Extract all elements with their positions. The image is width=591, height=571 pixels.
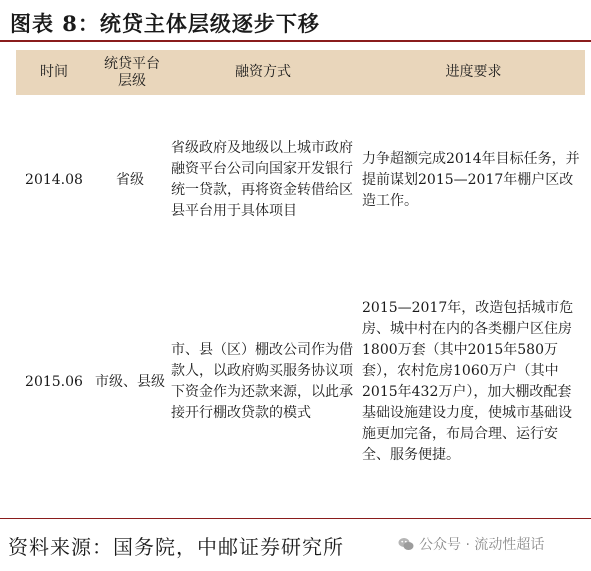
cell-level: 市级、县级: [95, 373, 165, 390]
table-header: [16, 50, 585, 95]
cell-time: 2014.08: [25, 171, 83, 188]
footer-divider: [0, 518, 591, 519]
header-progress: 进度要求: [445, 64, 502, 80]
wechat-icon: [398, 536, 414, 552]
header-level: 统贷平台层级: [104, 55, 160, 89]
cell-progress: 力争超额完成2014年目标任务，并提前谋划2015—2017年棚户区改造工作。: [362, 150, 580, 209]
cell-financing: 市、县（区）棚改公司作为借款人，以政府购买服务协议项下资金作为还款来源，以此承接开行棚改贷款的模式: [171, 342, 353, 421]
cell-time: 2015.06: [25, 373, 83, 390]
table-row: [16, 110, 585, 250]
title-divider: [0, 40, 591, 42]
header-financing: 融资方式: [235, 64, 291, 80]
header-time: 时间: [40, 64, 68, 80]
watermark: [398, 534, 544, 554]
watermark-text: 公众号 · 流动性超话: [419, 537, 545, 553]
source-note: 资料来源：国务院，中邮证券研究所: [8, 535, 344, 559]
cell-progress: 2015—2017年，改造包括城市危房、城中村在内的各类棚户区住房1800万套（其中2015年580万套），农村危房1060万户（其中2015年432万户），加大棚改配套基础设施建设力度，使城市基础设施更加完备，布局合理、运行安全、服务便捷。: [362, 300, 574, 463]
figure-title: 图表 8：统贷主体层级逐步下移: [10, 11, 320, 36]
cell-financing: 省级政府及地级以上城市政府融资平台公司向国家开发银行统一贷款，再将资金转借给区县平台用于具体项目: [171, 140, 353, 219]
table-row: [16, 296, 585, 468]
cell-level: 省级: [116, 171, 144, 188]
